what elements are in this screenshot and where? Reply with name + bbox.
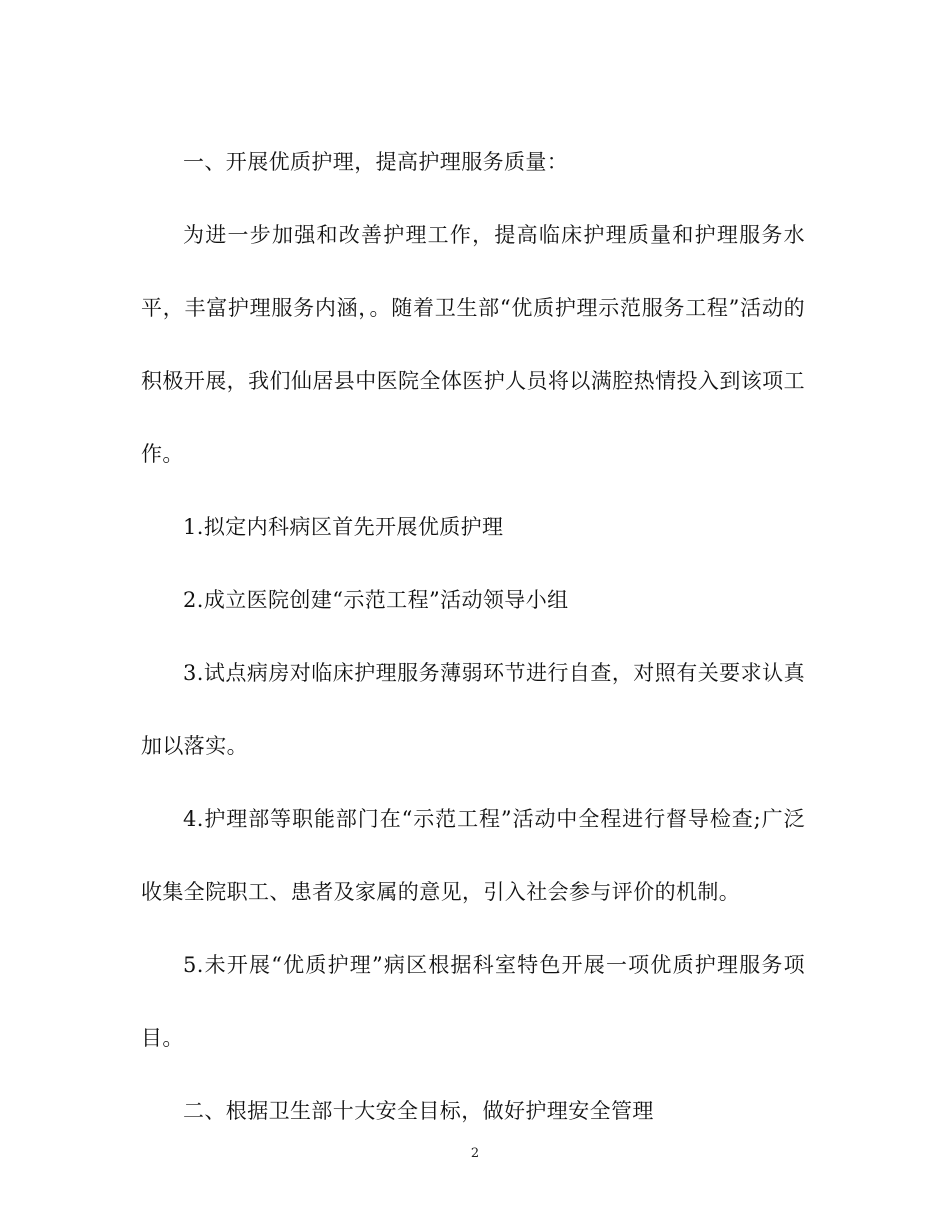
list-item-2: 2.成立医院创建“示范工程”活动领导小组 <box>183 588 569 612</box>
list-item-3: 3.试点病房对临床护理服务薄弱环节进行自查，对照有关要求认真加以落实。 <box>141 661 805 758</box>
document-body <box>141 126 805 1148</box>
section-heading-1: 一、开展优质护理，提高护理服务质量： <box>183 150 569 174</box>
section-heading-2: 二、根据卫生部十大安全目标，做好护理安全管理 <box>183 1099 654 1123</box>
list-item-1: 1.拟定内科病区首先开展优质护理 <box>183 515 504 539</box>
intro-paragraph: 为进一步加强和改善护理工作，提高临床护理质量和护理服务水平，丰富护理服务内涵，。随着卫生部“优质护理示范服务工程”活动的积极开展，我们仙居县中医院全体医护人员将以满腔热情投入到该项工作。 <box>141 223 805 466</box>
list-item-5: 5.未开展“优质护理”病区根据科室特色开展一项优质护理服务项目。 <box>141 953 805 1050</box>
list-item-4: 4.护理部等职能部门在“示范工程”活动中全程进行督导检查;广泛收集全院职工、患者及家属的意见，引入社会参与评价的机制。 <box>141 807 805 904</box>
page-number: 2 <box>470 1146 480 1161</box>
